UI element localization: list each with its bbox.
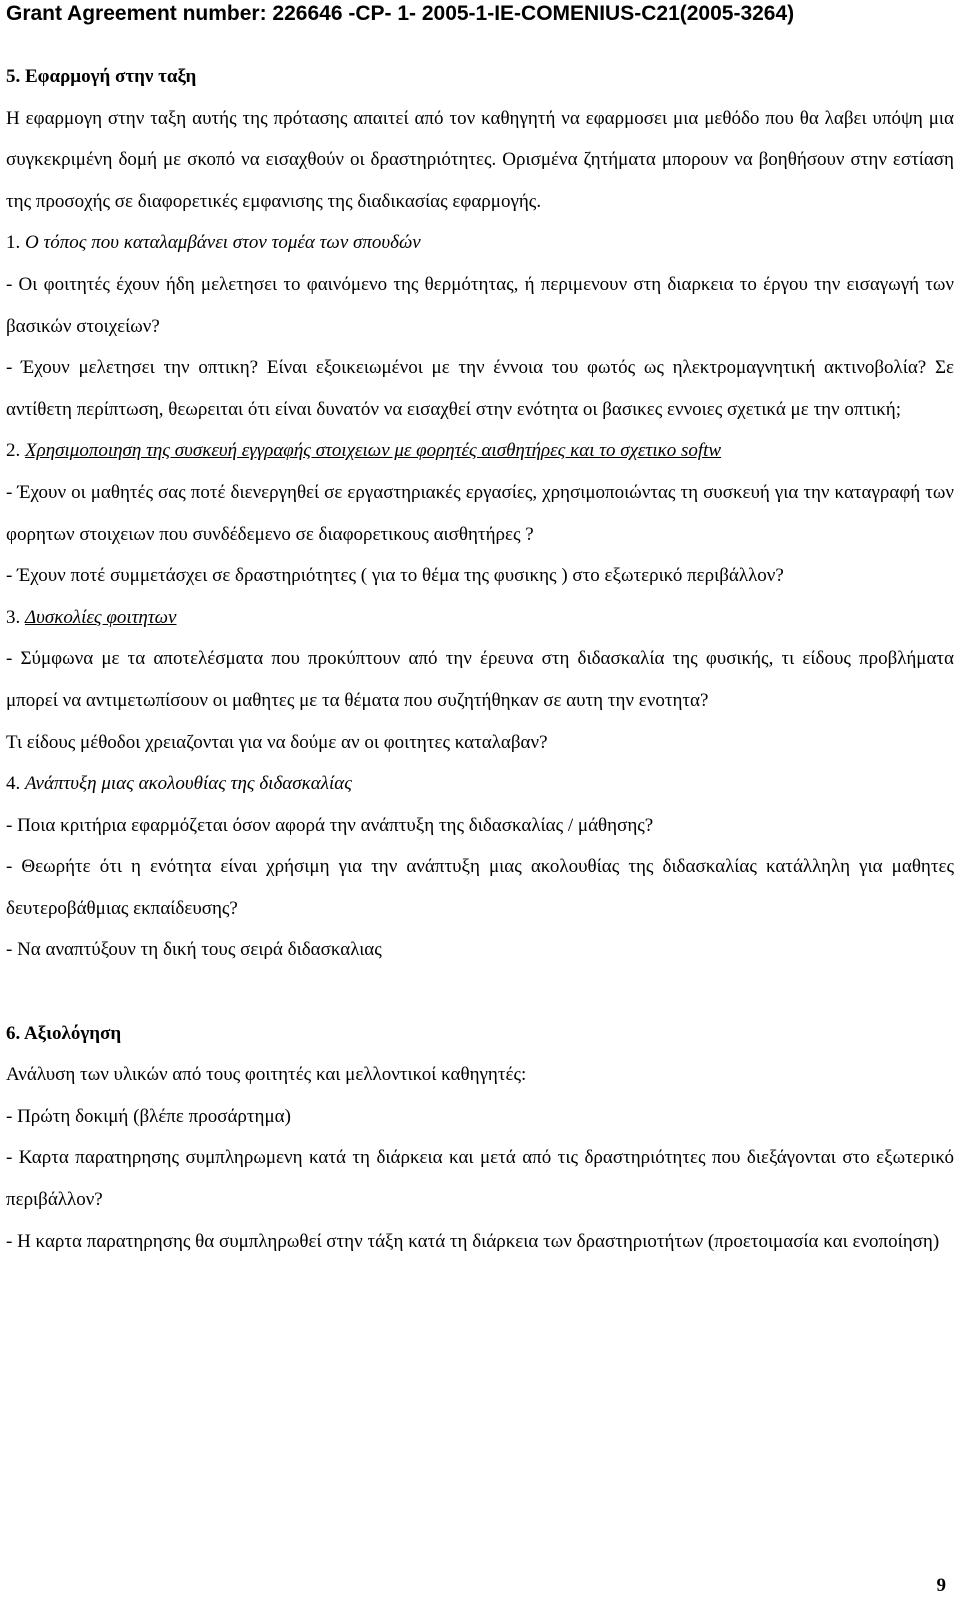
grant-header: Grant Agreement number: 226646 -CP- 1- 2005-1-IE-COMENIUS-C21(2005-3264): [6, 2, 795, 25]
section-6-intro: Ανάλυση των υλικών από τους φοιτητές και μελλοντικοί καθηγητές:: [6, 1064, 527, 1086]
section-6-bullet-3: - Η καρτα παρατηρησης θα συμπληρωθεί στην τάξη κατά τη διάρκεια των δραστηριοτήτων (προετοιμασία και ενοποίηση): [6, 1230, 940, 1252]
item-3-title: Δυσκολίες φοιτητων: [25, 606, 177, 628]
item-4-number: 4.: [6, 773, 21, 795]
item-2-title: Χρησιμοποιηση της συσκευή εγγραφής στοιχειων με φορητές αισθητήρες και το σχετικο softw: [25, 440, 722, 462]
item-1-question-2: - Έχουν μελετησει την οπτικη? Είναι εξοικειωμένοι με την έννοια του φωτός ως ηλεκτρομαγνητική ακτινοβολία? Σε αντίθετη περίπτωση, θεωρειται ότι είναι δυνατόν να εισαχθεί στην ενότητα οι βασικες εννοιες σχετικά με την οπτική;: [6, 357, 954, 420]
item-1-question-1: - Οι φοιτητές έχουν ήδη μελετησει το φαινόμενο της θερμότητας, ή περιμενουν στη διαρκεια το έργου την εισαγωγή των βασικών στοιχείων?: [6, 273, 954, 337]
item-1-title: Ο τόπος που καταλαμβάνει στον τομέα των σπουδών: [25, 232, 421, 254]
page-content: [6, 56, 954, 1262]
section-5-heading: 5. Εφαρμογή στην ταξη: [6, 66, 197, 87]
item-1-heading: [6, 222, 954, 264]
section-6-bullet-1: - Πρώτη δοκιμή (βλέπε προσάρτημα): [6, 1105, 291, 1127]
item-3-heading: [6, 597, 954, 639]
section-5-intro: Η εφαρμογη στην ταξη αυτής της πρότασης απαιτεί από τον καθηγητή να εφαρμοσει μια μεθόδο που θα λαβει υπόψη μια συγκεκριμένη δομή με σκοπό να εισαχθούν οι δραστηριότητες. Ορισμένα ζητήματα μπορουν να βοηθήσουν στην εστίαση της προσοχής σε διαφορετικές εμφανισης της διαδικασίας εφαρμογής.: [6, 107, 954, 212]
item-2-number: 2.: [6, 440, 21, 462]
item-3-question-2: Τι είδους μέθοδοι χρειαζονται για να δούμε αν οι φοιτητες καταλαβαν?: [6, 731, 548, 753]
item-4-question-2: - Θεωρήτε ότι η ενότητα είναι χρήσιμη για την ανάπτυξη μιας ακολουθίας της διδασκαλίας κατάλληλη για μαθητες δευτεροβάθμιας εκπαίδευσης?: [6, 856, 954, 919]
item-4-title: Ανάπτυξη μιας ακολουθίας της διδασκαλίας: [25, 773, 352, 795]
section-spacer: [6, 971, 954, 1013]
item-4-heading: [6, 763, 954, 805]
item-2-question-1: - Έχουν οι μαθητές σας ποτέ διενεργηθεί σε εργαστηριακές εργασίες, χρησιμοποιώντας τη συσκευή για την καταγραφή των φορητων στοιχειων που συνδέδεμενο σε διαφορετικους αισθητήρες ?: [6, 481, 954, 545]
item-3-question-1: - Σύμφωνα με τα αποτελέσματα που προκύπτουν από την έρευνα στη διδασκαλία της φυσικής, τι είδους προβλήματα μπορεί να αντιμετωπίσουν οι μαθητες με τα θέματα που συζητήθηκαν σε αυτη την ενοτητα?: [6, 648, 954, 711]
item-1-number: 1.: [6, 232, 21, 254]
item-3-number: 3.: [6, 606, 21, 628]
section-6-heading: 6. Αξιολόγηση: [6, 1022, 122, 1044]
item-2-heading: [6, 430, 954, 472]
item-2-question-2: - Έχουν ποτέ συμμετάσχει σε δραστηριότητες ( για το θέμα της φυσικης ) στο εξωτερικό περιβάλλον?: [6, 565, 784, 587]
item-4-question-3: - Να αναπτύξουν τη δική τους σειρά διδασκαλιας: [6, 939, 382, 961]
page-number: 9: [936, 1575, 946, 1596]
item-4-question-1: - Ποια κριτήρια εφαρμόζεται όσον αφορά την ανάπτυξη της διδασκαλίας / μάθησης?: [6, 814, 654, 836]
section-6-bullet-2: - Καρτα παρατηρησης συμπληρωμενη κατά τη διάρκεια και μετά από τις δραστηριότητες που διεξάγονται στο εξωτερικό περιβάλλον?: [6, 1147, 954, 1211]
